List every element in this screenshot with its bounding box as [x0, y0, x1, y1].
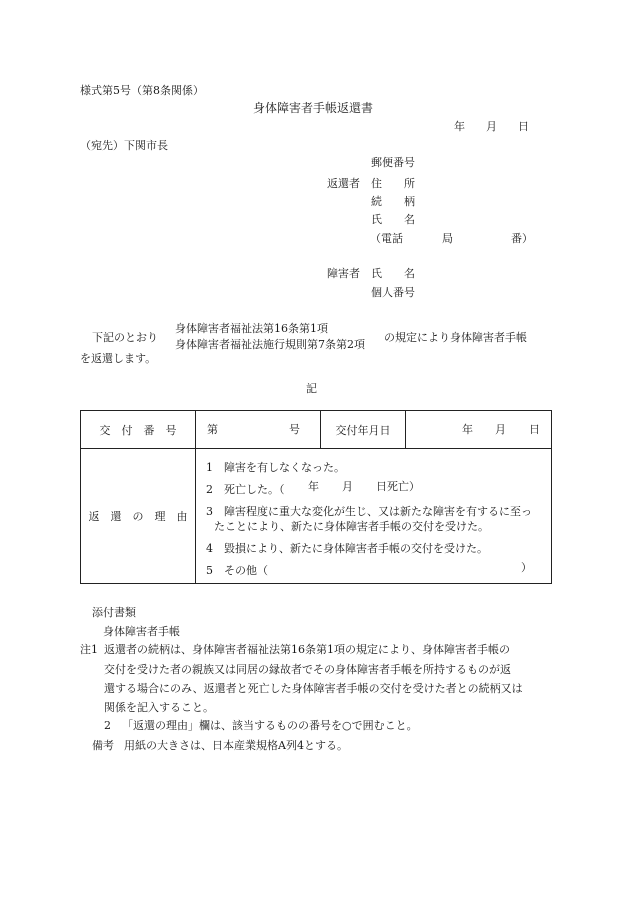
returner-name-label: 氏 名 — [371, 213, 415, 226]
issue-date-year: 年 — [462, 423, 473, 436]
issue-number-prefix: 第 — [207, 423, 218, 436]
reason-item-3[interactable] — [206, 503, 551, 518]
issue-number-label: 交 付 番 号 — [81, 411, 196, 449]
body-line-2: を返還します。 — [80, 352, 157, 365]
returner-address-label: 住 所 — [371, 177, 415, 190]
return-details-table — [80, 410, 552, 584]
reason-5-prefix: 5 その他（ — [206, 564, 268, 577]
phone-station: 局 — [442, 232, 453, 245]
phone-open: （電話 — [370, 232, 403, 245]
reason-item-4[interactable]: 4 毀損により、新たに身体障害者手帳の交付を受けた。 — [206, 542, 488, 555]
reason-label: 返 還 の 理 由 — [81, 449, 196, 584]
issue-date-day: 日 — [529, 423, 540, 436]
body-prefix: 下記のとおり — [92, 331, 158, 344]
reason-3-line-1: 3 障害程度に重大な変化が生じ、又は新たな障害を有するに至っ — [206, 505, 532, 518]
issue-date-field[interactable] — [406, 411, 552, 449]
issue-row — [81, 411, 552, 449]
remarks-label: 備考 — [92, 739, 114, 752]
issue-date-label: 交付年月日 — [321, 411, 406, 449]
note-1-line-1: 返還者の続柄は、身体障害者福祉法第16条第1項の規定により、身体障害者手帳の — [104, 643, 510, 656]
reason-2-prefix: 2 死亡した。（ — [206, 483, 285, 496]
returner-label: 返還者 — [327, 177, 360, 190]
returner-relation-label: 続 柄 — [371, 195, 415, 208]
date-month-label: 月 — [486, 120, 497, 133]
law-reference-line-1: 身体障害者福祉法第16条第1項 — [175, 322, 328, 335]
disabled-person-label: 障害者 — [327, 267, 360, 280]
note-1-label: 注1 — [80, 643, 98, 656]
disabled-name-label: 氏 名 — [371, 267, 415, 280]
note-1-line-4: 関係を記入すること。 — [104, 701, 214, 714]
remarks-text: 用紙の大きさは、日本産業規格A列4とする。 — [124, 739, 348, 752]
issue-date-month: 月 — [495, 423, 506, 436]
issue-number-field[interactable] — [196, 411, 321, 449]
reason-item-2[interactable] — [206, 481, 551, 496]
note-2-text: 「返還の理由」欄は、該当するものの番号を○で囲むこと。 — [122, 719, 418, 732]
reason-list — [196, 449, 552, 584]
date-day-label: 日 — [518, 120, 529, 133]
reason-2-day: 日死亡） — [376, 480, 420, 493]
reason-item-1[interactable]: 1 障害を有しなくなった。 — [206, 461, 345, 474]
reason-2-month: 月 — [342, 480, 353, 493]
ki-heading: 記 — [306, 382, 317, 395]
disabled-id-number-label: 個人番号 — [371, 286, 415, 299]
reason-item-5[interactable] — [206, 562, 551, 577]
date-year-label: 年 — [454, 120, 465, 133]
reason-row — [81, 449, 552, 584]
phone-number-close: 番） — [511, 232, 533, 245]
returner-postal-code-label: 郵便番号 — [371, 156, 415, 169]
attachments-item: 身体障害者手帳 — [103, 625, 180, 638]
note-2-label: 2 — [104, 719, 111, 732]
note-1-line-3: 還する場合にのみ、返還者と死亡した身体障害者手帳の交付を受けた者との続柄又は — [104, 682, 523, 695]
attachments-title: 添付書類 — [92, 606, 136, 619]
reason-item-3-cont: たことにより、新たに身体障害者手帳の交付を受けた。 — [214, 520, 489, 533]
body-suffix: の規定により身体障害者手帳 — [384, 331, 527, 344]
document-title: 身体障害者手帳返還書 — [253, 101, 374, 115]
addressee: （宛先）下関市長 — [80, 139, 168, 152]
reason-2-year: 年 — [308, 480, 319, 493]
law-reference-line-2: 身体障害者福祉法施行規則第7条第2項 — [175, 338, 365, 351]
form-number: 様式第5号（第8条関係） — [80, 84, 204, 97]
reason-5-suffix: ） — [521, 561, 532, 574]
note-1-line-2: 交付を受けた者の親族又は同居の縁故者でその身体障害者手帳を所持するものが返 — [104, 663, 511, 676]
issue-number-suffix: 号 — [289, 423, 300, 436]
